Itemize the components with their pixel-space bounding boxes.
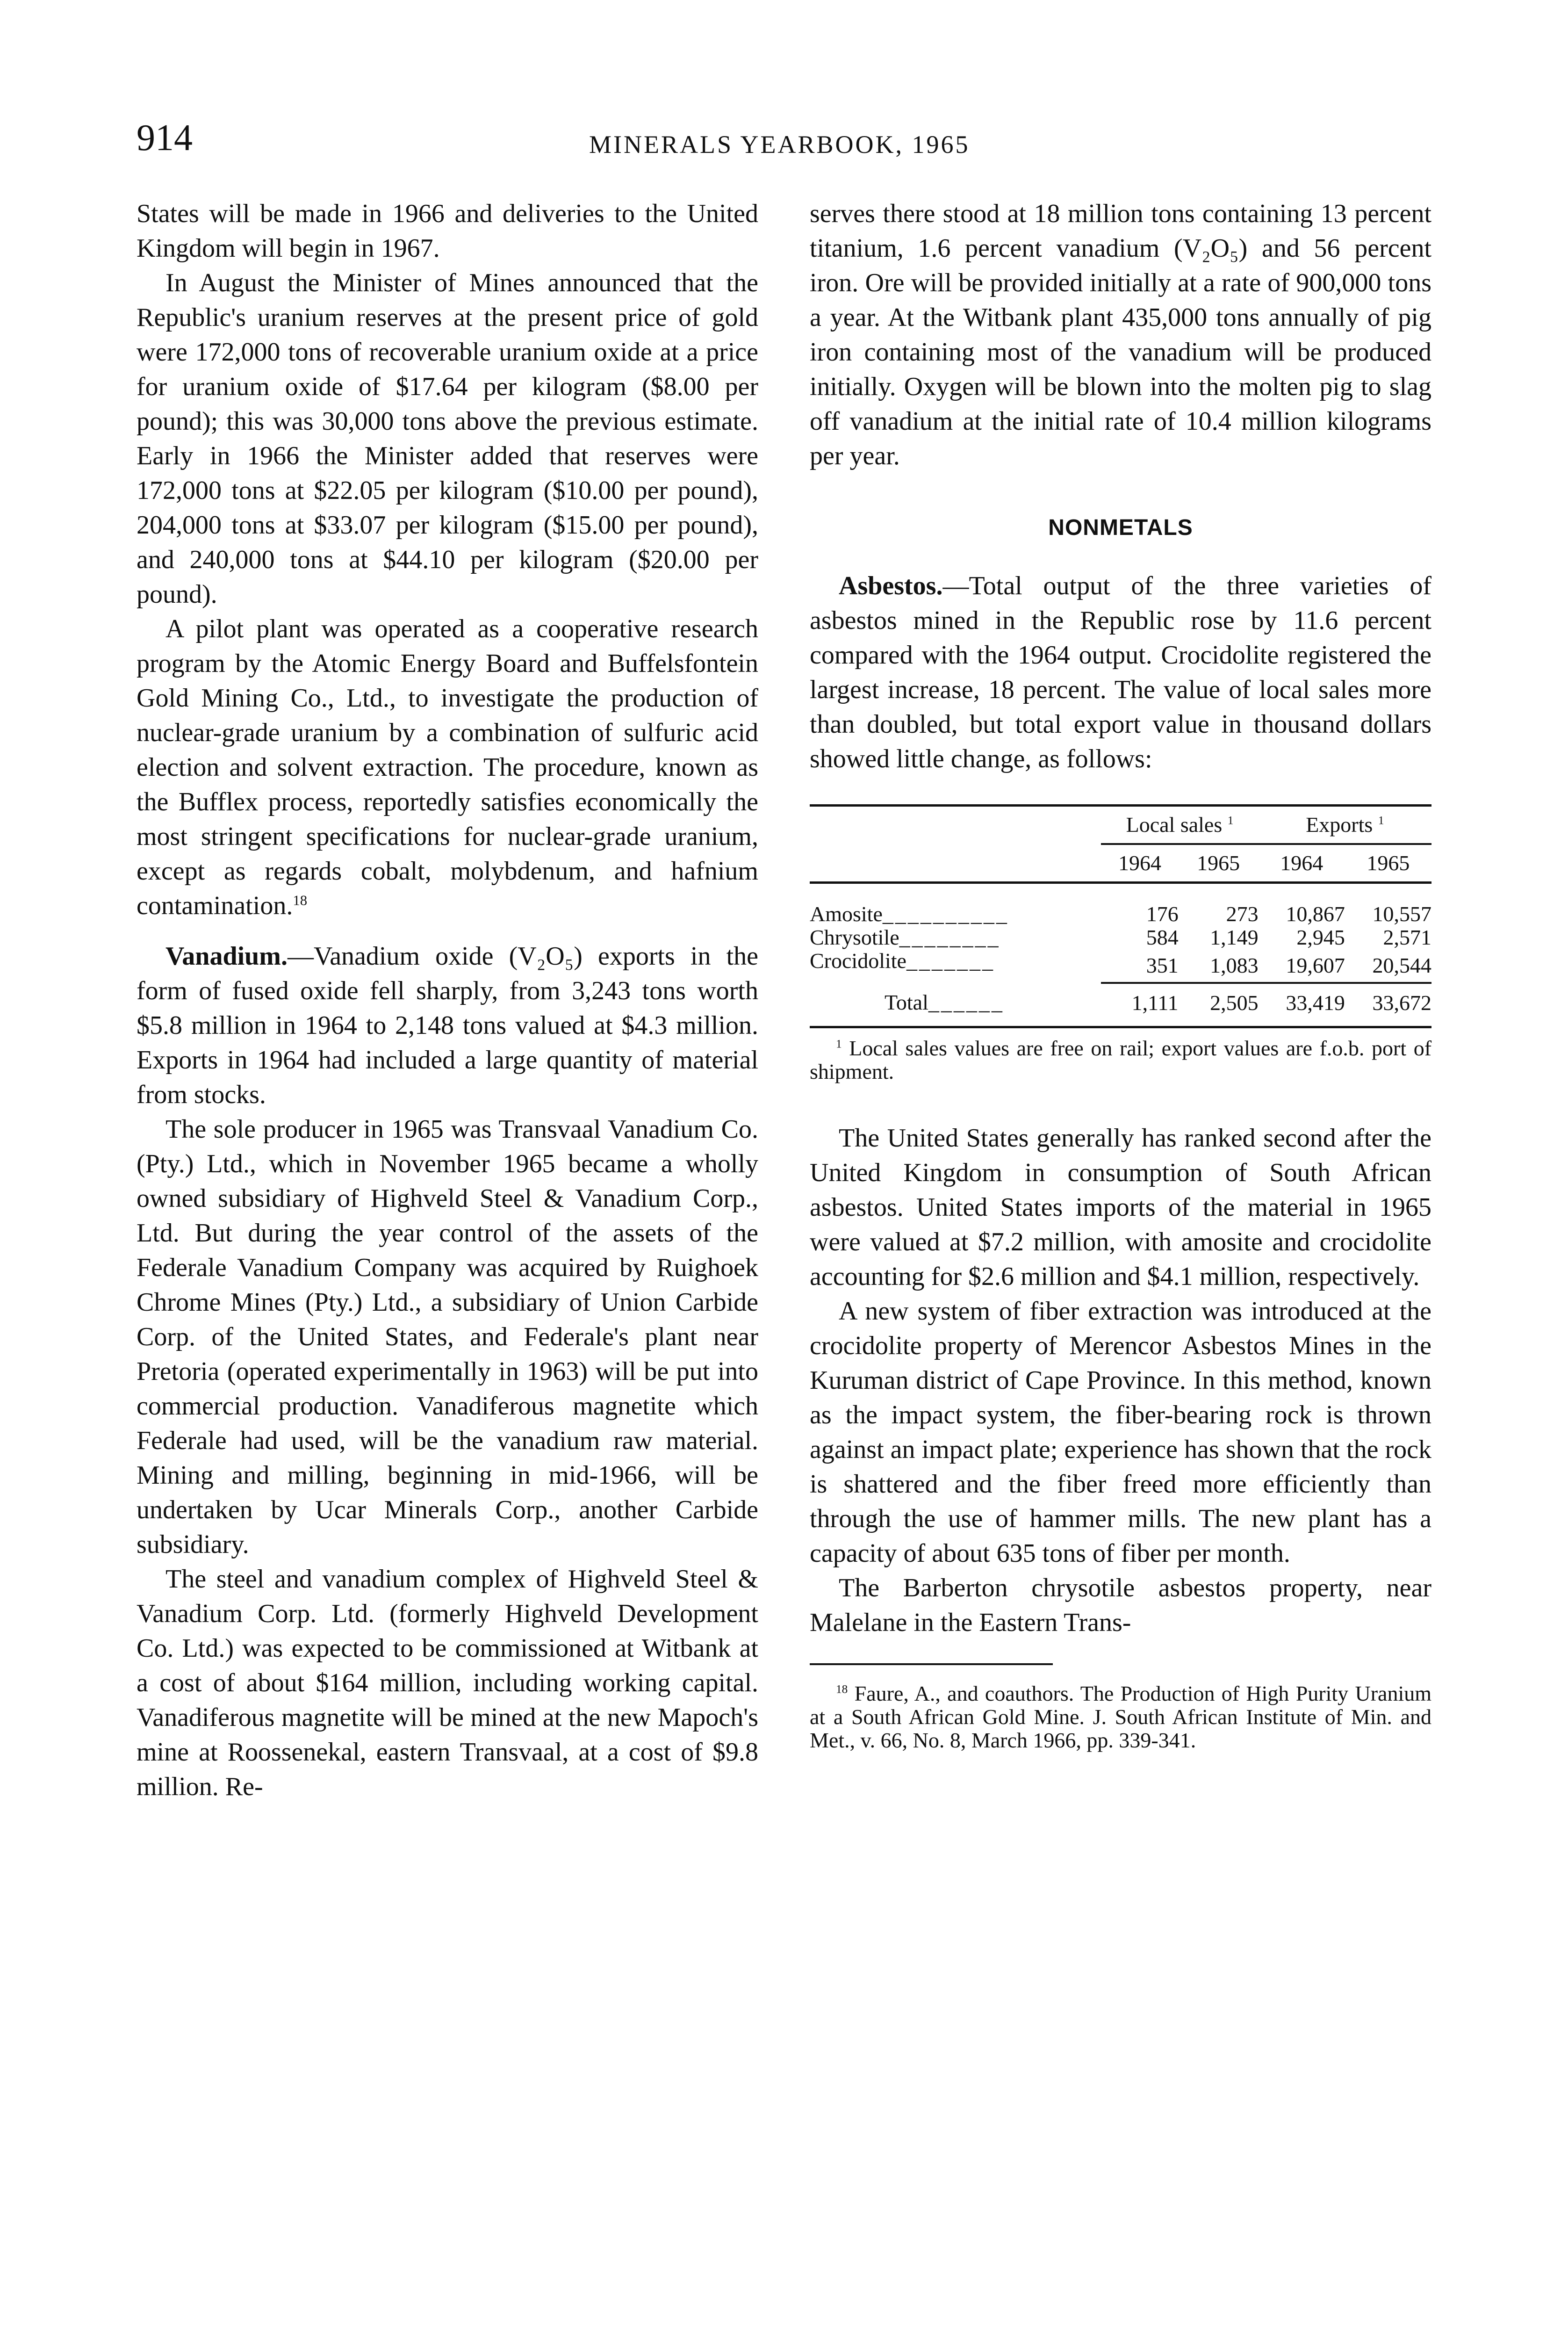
paragraph-text: A pilot plant was operated as a cooperative research program by the Atomic Energy Board and Buffelsfontein Gold Mining Co., Ltd., to investigate the production of nuclear-grade uranium by a combination of sulfuric acid election and solvent extraction. The procedure, known as the Bufflex process, reportedly satisfies economically the most stringent specifications for nuclear-grade uranium, except as regards cobalt, molybdenum, and hafnium contamination. — [137, 614, 758, 920]
paragraph: In August the Minister of Mines announced that the Republic's uranium reserves at the present price of gold were 172,000 tons of recoverable uranium oxide at a price for uranium oxide of $17.64 per kilogram ($8.00 per pound); this was 30,000 tons above the previous estimate. Early in 1966 the Minister added that reserves were 172,000 tons at $22.05 per kilogram ($10.00 per pound), 204,000 tons at $33.07 per kilogram ($15.00 per pound), and 240,000 tons at $44.10 per kilogram ($20.00 per pound). — [137, 268, 758, 609]
blank-header — [810, 806, 1101, 844]
table-total-row: Total______ 1,111 2,505 33,419 33,672 — [810, 983, 1431, 1027]
year-header: 1964 — [1280, 851, 1323, 875]
asbestos-sales-table — [810, 804, 1431, 1028]
paragraph: serves there stood at 18 million tons containing 13 percent titanium, 1.6 percent vanadium (V₂O₅) and 56 percent iron. Ore will be provided initially at a rate of 900,000 tons a year. At the Witbank plant 435,000 tons annually of pig iron containing most of the vanadium will be produced initially. Oxygen will be blown into the molten pig to slag off vanadium at the initial rate of 10.4 million kilograms per year. — [810, 199, 1431, 470]
paragraph: The United States generally has ranked second after the United Kingdom in consumption of South African asbestos. United States imports of the material in 1965 were valued at $7.2 million, with amosite and crocidolite accounting for $2.6 million and $4.1 million, respectively. — [810, 1124, 1431, 1291]
paragraph-text: —Vanadium oxide (V₂O₅) exports in the form of fused oxide fell sharply, from 3,243 tons worth $5.8 million in 1964 to 2,148 tons valued at $4.3 million. Exports in 1964 had included a large quantity of material from stocks. — [137, 942, 758, 1109]
footnote-ref: 18 — [293, 892, 308, 909]
table-row: Chrysotile________ 584 1,149 2,945 2,571 — [810, 925, 1431, 949]
section-heading: NONMETALS — [1048, 515, 1193, 540]
page-number: 914 — [137, 117, 193, 159]
paragraph: The Barberton chrysotile asbestos property, near Malelane in the Eastern Trans- — [810, 1573, 1431, 1637]
footnote: $^{18}$ Faure, A., and coauthors. The Production of High Purity Uranium at a South African Gold Mine. J. South African Institute of Min. and Met., v. 66, No. 8, March 1966, pp. 339-341. — [810, 1681, 1432, 1752]
group-header-exports: Exports $^1$ — [1259, 806, 1431, 844]
left-column — [137, 196, 758, 1804]
running-head: MINERALS YEARBOOK, 1965 — [589, 130, 970, 159]
paragraph: The steel and vanadium complex of Highveld Steel & Vanadium Corp. Ltd. (formerly Highveld Development Co. Ltd.) was expected to be commissioned at Witbank at a cost of about $164 million, including working capital. Vanadiferous magnetite will be mined at the new Mapoch's mine at Roossenekal, eastern Transvaal, at a cost of $9.8 million. Re- — [137, 1565, 758, 1801]
run-in-heading: Asbestos. — [839, 571, 943, 600]
table-footnote: $^1$ Local sales values are free on rail; export values are f.o.b. port of shipment. — [810, 1036, 1432, 1083]
paragraph-text: —Total output of the three varieties of asbestos mined in the Republic rose by 11.6 percent compared with the 1964 output. Crocidolite registered the largest increase, 18 percent. The value of local sales more than doubled, but total export value in thousand dollars showed little change, as follows: — [810, 571, 1431, 773]
table-row: Crocidolite_______ 351 1,083 19,607 20,544 — [810, 949, 1431, 977]
right-column — [810, 196, 1431, 1752]
paragraph — [137, 939, 758, 1112]
paragraph: States will be made in 1966 and deliveries to the United Kingdom will begin in 1967. — [137, 199, 758, 263]
page-header — [137, 117, 1431, 196]
year-header: 1964 — [1118, 851, 1162, 875]
paragraph — [137, 612, 758, 923]
run-in-heading: Vanadium. — [165, 942, 288, 971]
table-row: Amosite__________ 176 273 10,867 10,557 — [810, 902, 1431, 926]
footnote-divider — [810, 1663, 1053, 1665]
paragraph: The sole producer in 1965 was Transvaal Vanadium Co. (Pty.) Ltd., which in November 1965 became a wholly owned subsidiary of Highveld Steel & Vanadium Corp., Ltd. But during the year control of the assets of the Federale Vanadium Company was acquired by Ruighoek Chrome Mines (Pty.) Ltd., a subsidiary of Union Carbide Corp. of the United States, and Federale's plant near Pretoria (operated experimentally in 1963) will be put into commercial production. Vanadiferous magnetite which Federale had used, will be the vanadium raw material. Mining and milling, beginning in mid-1966, will be undertaken by Ucar Minerals Corp., another Carbide subsidiary. — [137, 1115, 758, 1559]
group-header-local-sales: Local sales $^1$ — [1101, 806, 1258, 844]
year-header: 1965 — [1197, 851, 1240, 875]
paragraph: A new system of fiber extraction was introduced at the crocidolite property of Merencor Asbestos Mines in the Kuruman district of Cape Province. In this method, known as the impact system, the fiber-bearing rock is thrown against an impact plate; experience has shown that the rock is shattered and the fiber freed more efficiently than through the use of hammer mills. The new plant has a capacity of about 635 tons of fiber per month. — [810, 1297, 1431, 1568]
paragraph — [810, 569, 1431, 776]
columns — [137, 196, 1431, 1804]
year-header: 1965 — [1367, 851, 1410, 875]
